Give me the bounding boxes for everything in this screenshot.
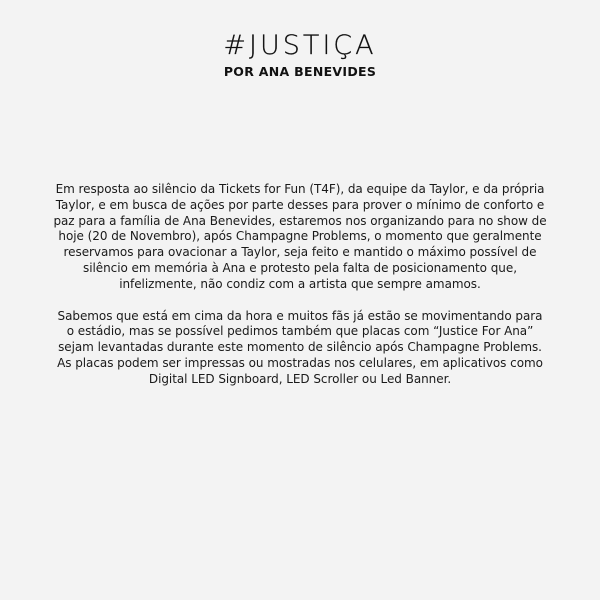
header xyxy=(0,30,600,80)
paragraph-2: Sabemos que está em cima da hora e muitos fãs já estão se movimentando para o estádio, mas se possível pedimos também que placas com “Justice For Ana” sejam levantadas durante este momento de silêncio após Champagne Problems. As placas podem ser impressas ou mostradas nos celulares, em aplicativos como Digital LED Signboard, LED Scroller ou Led Banner. xyxy=(57,308,543,386)
paragraph-1: Em resposta ao silêncio da Tickets for Fun (T4F), da equipe da Taylor, e da própria Taylor, e em busca de ações por parte desses para prover o mínimo de conforto e paz para a família de Ana Benevides, estaremos nos organizando para no show de hoje (20 de Novembro), após Champagne Problems, o momento que geralmente reservamos para ovacionar a Taylor, seja feito e mantido o máximo possível de silêncio em memória à Ana e protesto pela falta de posicionamento que, infelizmente, não condiz com a artista que sempre amamos. xyxy=(53,182,547,291)
headline-hashtag: #JUSTIÇA xyxy=(223,30,377,61)
statement-body xyxy=(52,182,548,404)
byline: POR ANA BENEVIDES xyxy=(223,64,377,79)
